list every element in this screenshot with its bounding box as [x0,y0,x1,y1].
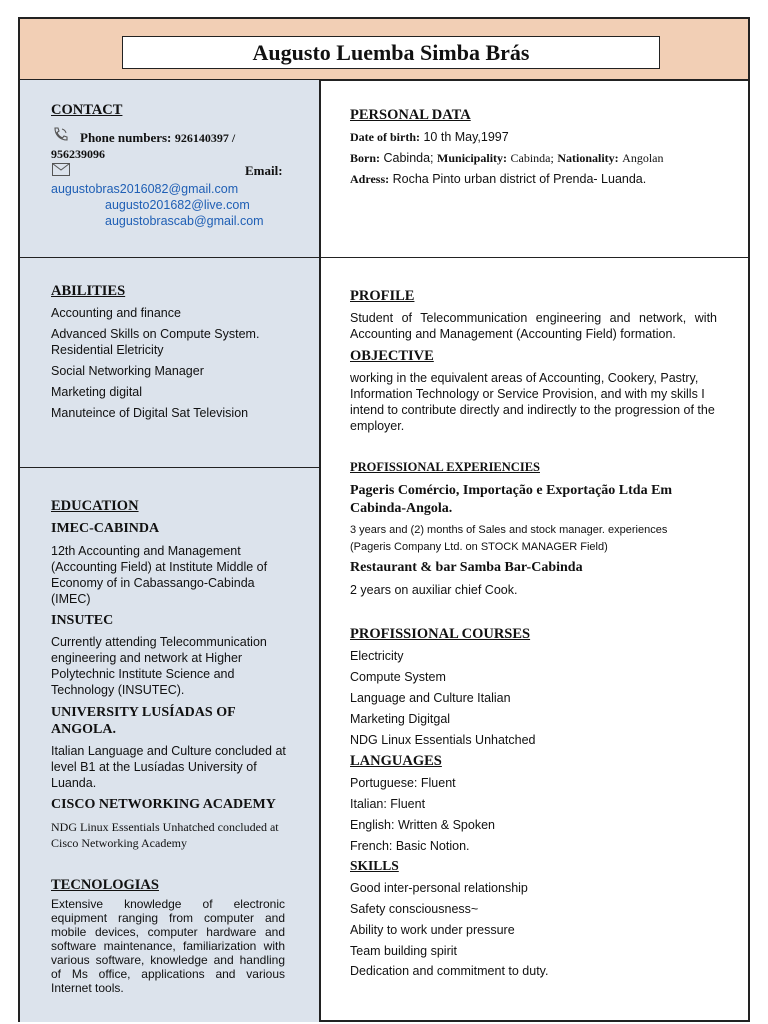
nationality-value: Angolan [622,151,664,165]
experience-company: Restaurant & bar Samba Bar-Cabinda [350,560,583,575]
experience-company: Pageris Comércio, Importação e Exportação Ltda Em Cabinda-Angola. [350,483,673,516]
language-item: French: Basic Notion. [350,839,470,853]
municipality-value: Cabinda; [510,151,554,165]
municipality-label: Municipality: [437,151,508,165]
courses-title: PROFISSIONAL COURSES [350,626,531,642]
ability-item: Advanced Skills on Compute System. [51,327,260,341]
course-item: Marketing Digitgal [350,712,451,726]
born-label: Born: [350,151,380,165]
phone-icon [52,127,68,141]
ability-item: Accounting and finance [51,306,181,320]
course-item: Electricity [350,649,404,663]
divider-left-2 [18,467,319,468]
profile-text: Student of Telecommunication engineering and network, with Accounting and Management (Accounting Field) formation. [350,311,717,341]
education-text: Italian Language and Culture concluded at level B1 at the Lusíadas University of Luanda. [51,744,286,790]
experience-detail: (Pageris Company Ltd. on STOCK MANAGER Field) [350,541,608,553]
course-item: NDG Linux Essentials Unhatched [350,733,536,747]
experience-detail: 3 years and (2) months of Sales and stock manager. experiences [350,524,668,536]
address-value: Rocha Pinto urban district of Prenda- Luanda. [392,172,647,186]
education-title: EDUCATION [51,498,139,514]
tecnologias-title: TECNOLOGIAS [51,877,159,893]
contact-title: CONTACT [51,102,123,118]
address-line [350,171,646,187]
objective-text: working in the equivalent areas of Accounting, Cookery, Pastry, Information Technology or Service Provision, and with my skills I intend to contribute directly and indirectly to the progression of the employer. [350,371,715,433]
ability-item: Residential Eletricity [51,343,164,357]
education-text: 12th Accounting and Management (Accounting Field) at Institute Middle of Economy of in Cabassango-Cabinda (IMEC) [51,544,268,606]
born-line [350,150,663,166]
ability-item: Marketing digital [51,385,143,399]
divider-row-1 [18,257,750,258]
education-school: CISCO NETWORKING ACADEMY [51,797,276,812]
languages-title: LANGUAGES [350,753,442,769]
email-link-2[interactable]: augusto201682@live.com [105,198,250,212]
dob-label: Date of birth: [350,130,420,144]
email-label: Email: [245,163,283,178]
personal-data-title: PERSONAL DATA [350,107,471,123]
language-item: English: Written & Spoken [350,818,495,832]
education-school: INSUTEC [51,613,114,628]
course-item: Language and Culture Italian [350,691,511,705]
education-text: Currently attending Telecommunication engineering and network at Higher Polytechnic Institute Science and Technology (INSUTEC). [51,635,267,697]
abilities-title: ABILITIES [51,283,126,299]
email-link-1[interactable]: augustobras2016082@gmail.com [51,182,239,196]
address-label: Adress: [350,172,390,186]
skill-item: Dedication and commitment to duty. [350,964,549,978]
skill-item: Ability to work under pressure [350,923,515,937]
candidate-name: Augusto Luemba Simba Brás [122,36,660,69]
email-link-3[interactable]: augustobrascab@gmail.com [105,214,264,228]
tecnologias-text: Extensive knowledge of electronic equipment ranging from computer and mobile devices, computer hardware and software maintenance, familiarization with various software, knowledge and handling of Ms office, applications and various Internet tools. [51,897,285,995]
education-text: NDG Linux Essentials Unhatched concluded at Cisco Networking Academy [51,820,279,850]
phone-line [80,130,235,146]
skill-item: Team building spirit [350,944,457,958]
education-school: UNIVERSITY LUSÍADAS OF ANGOLA. [51,705,236,737]
dob-line [350,129,509,145]
nationality-label: Nationality: [557,151,619,165]
envelope-icon [52,163,70,176]
education-school: IMEC-CABINDA [51,521,160,536]
dob-value: 10 th May,1997 [423,130,509,144]
ability-item: Manuteince of Digital Sat Television [51,406,249,420]
phone-number-1: 926140397 / [174,131,236,145]
phone-number-2: 956239096 [51,147,105,161]
objective-title: OBJECTIVE [350,348,434,364]
ability-item: Social Networking Manager [51,364,204,378]
language-item: Italian: Fluent [350,797,426,811]
experience-detail: 2 years on auxiliar chief Cook. [350,583,518,597]
language-item: Portuguese: Fluent [350,776,456,790]
course-item: Compute System [350,670,446,684]
header-band [20,19,748,81]
skill-item: Good inter-personal relationship [350,881,528,895]
skill-item: Safety consciousness~ [350,902,479,916]
phone-label: Phone numbers: [80,130,172,145]
profile-title: PROFILE [350,288,415,304]
skills-title: SKILLS [350,858,399,873]
experience-title: PROFISSIONAL EXPERIENCIES [350,460,540,474]
born-value: Cabinda; [383,151,434,165]
